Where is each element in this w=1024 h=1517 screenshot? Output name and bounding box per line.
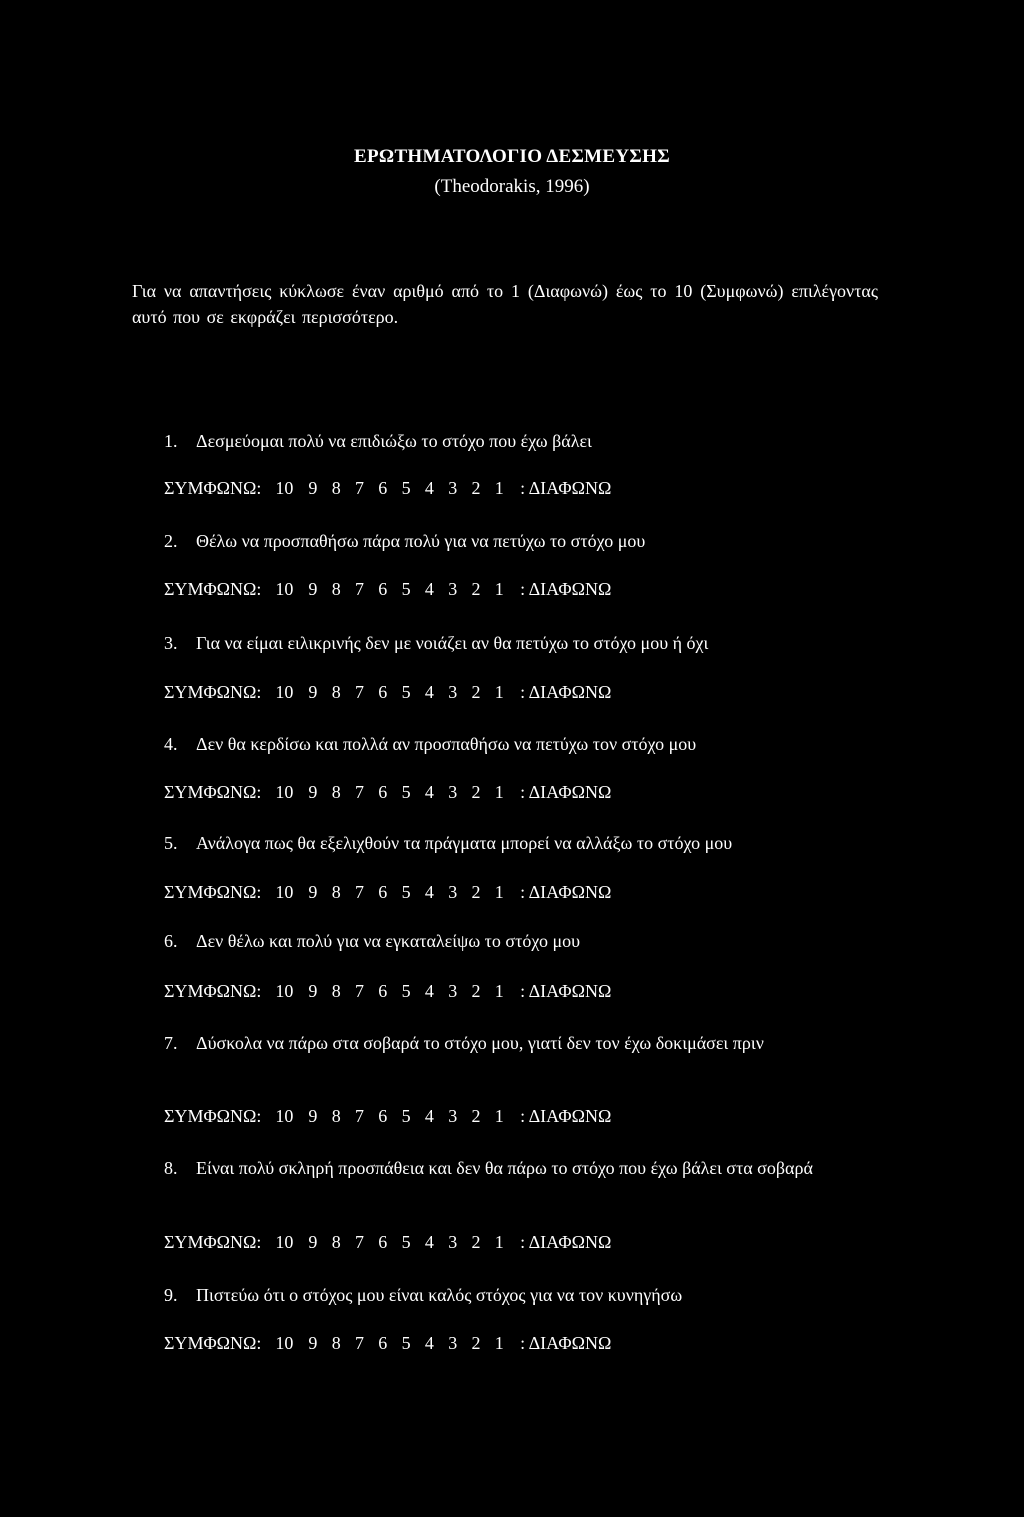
scale-agree-label: ΣΥΜΦΩΝΩ: xyxy=(164,1232,262,1252)
question-text: Δεν θα κερδίσω και πολλά αν προσπαθήσω να πετύχω τον στόχο μου xyxy=(196,734,697,754)
scale-option[interactable]: 8 xyxy=(331,579,341,599)
scale-disagree-label: : ΔΙΑΦΩΝΩ xyxy=(520,1106,612,1126)
question-item xyxy=(164,528,864,554)
question-text: Για να είμαι ειλικρινής δεν με νοιάζει αν θα πετύχω το στόχο μου ή όχι xyxy=(196,633,709,653)
scale-option[interactable]: 6 xyxy=(378,1333,388,1353)
scale-option[interactable]: 5 xyxy=(401,1106,411,1126)
question-text: Θέλω να προσπαθήσω πάρα πολύ για να πετύχω το στόχο μου xyxy=(196,531,646,551)
scale-option[interactable]: 6 xyxy=(378,882,388,902)
question-number: 6. xyxy=(164,931,178,951)
scale-option[interactable]: 6 xyxy=(378,1106,388,1126)
question-text: Πιστεύω ότι ο στόχος μου είναι καλός στόχος για να τον κυνηγήσω xyxy=(196,1285,683,1305)
question-number: 3. xyxy=(164,633,178,653)
scale-option[interactable]: 5 xyxy=(401,1232,411,1252)
rating-scale xyxy=(164,1330,611,1356)
scale-option[interactable]: 4 xyxy=(424,478,434,498)
scale-option[interactable]: 6 xyxy=(378,782,388,802)
scale-option[interactable]: 4 xyxy=(424,682,434,702)
scale-agree-label: ΣΥΜΦΩΝΩ: xyxy=(164,579,262,599)
question-text: Δεσμεύομαι πολύ να επιδιώξω το στόχο που έχω βάλει xyxy=(196,431,592,451)
scale-option[interactable]: 8 xyxy=(331,682,341,702)
rating-scale xyxy=(164,576,611,602)
question-item xyxy=(164,1155,864,1181)
page-subtitle: (Theodorakis, 1996) xyxy=(434,176,590,197)
scale-option[interactable]: 1 xyxy=(494,579,504,599)
rating-scale xyxy=(164,679,611,705)
scale-option[interactable]: 1 xyxy=(494,981,504,1001)
question-text: Είναι πολύ σκληρή προσπάθεια και δεν θα πάρω το στόχο που έχω βάλει στα σοβαρά xyxy=(196,1158,813,1178)
scale-option[interactable]: 6 xyxy=(378,579,388,599)
scale-option[interactable]: 10 xyxy=(275,981,294,1001)
scale-disagree-label: : ΔΙΑΦΩΝΩ xyxy=(520,981,612,1001)
scale-option[interactable]: 5 xyxy=(401,782,411,802)
scale-option[interactable]: 10 xyxy=(275,579,294,599)
scale-disagree-label: : ΔΙΑΦΩΝΩ xyxy=(520,579,612,599)
scale-option[interactable]: 9 xyxy=(308,478,318,498)
scale-option[interactable]: 3 xyxy=(448,1232,458,1252)
scale-agree-label: ΣΥΜΦΩΝΩ: xyxy=(164,1106,262,1126)
scale-option[interactable]: 7 xyxy=(355,782,364,802)
scale-agree-label: ΣΥΜΦΩΝΩ: xyxy=(164,1333,262,1353)
scale-option[interactable]: 3 xyxy=(448,579,458,599)
rating-scale xyxy=(164,475,611,501)
question-number: 5. xyxy=(164,833,178,853)
scale-option[interactable]: 2 xyxy=(471,782,481,802)
scale-agree-label: ΣΥΜΦΩΝΩ: xyxy=(164,478,262,498)
scale-option[interactable]: 8 xyxy=(331,478,341,498)
scale-option[interactable]: 9 xyxy=(308,882,318,902)
rating-scale xyxy=(164,978,611,1004)
instructions-text: Για να απαντήσεις κύκλωσε έναν αριθμό από το 1 (Διαφωνώ) έως το 10 (Συμφωνώ) επιλέγοντας αυτό που σε εκφράζει περισσότερο. xyxy=(132,281,878,327)
scale-option[interactable]: 4 xyxy=(424,1106,434,1126)
scale-option[interactable]: 7 xyxy=(355,682,364,702)
scale-option[interactable]: 3 xyxy=(448,981,458,1001)
rating-scale xyxy=(164,1103,611,1129)
scale-option[interactable]: 5 xyxy=(401,579,411,599)
scale-option[interactable]: 7 xyxy=(355,981,364,1001)
question-number: 4. xyxy=(164,734,178,754)
scale-option[interactable]: 7 xyxy=(355,882,364,902)
scale-option[interactable]: 3 xyxy=(448,782,458,802)
scale-option[interactable]: 2 xyxy=(471,478,481,498)
rating-scale xyxy=(164,779,611,805)
rating-scale xyxy=(164,879,611,905)
scale-option[interactable]: 10 xyxy=(275,682,294,702)
question-item xyxy=(164,630,864,656)
question-item xyxy=(164,1030,864,1056)
scale-option[interactable]: 3 xyxy=(448,682,458,702)
scale-option[interactable]: 10 xyxy=(275,1232,294,1252)
scale-option[interactable]: 2 xyxy=(471,882,481,902)
scale-option[interactable]: 2 xyxy=(471,1333,481,1353)
scale-option[interactable]: 10 xyxy=(275,1106,294,1126)
scale-option[interactable]: 5 xyxy=(401,478,411,498)
scale-option[interactable]: 4 xyxy=(424,1333,434,1353)
scale-agree-label: ΣΥΜΦΩΝΩ: xyxy=(164,682,262,702)
question-number: 8. xyxy=(164,1158,178,1178)
scale-option[interactable]: 7 xyxy=(355,1333,364,1353)
scale-option[interactable]: 2 xyxy=(471,1106,481,1126)
scale-option[interactable]: 5 xyxy=(401,1333,411,1353)
question-item xyxy=(164,928,864,954)
scale-option[interactable]: 5 xyxy=(401,682,411,702)
scale-option[interactable]: 1 xyxy=(494,1106,504,1126)
scale-option[interactable]: 4 xyxy=(424,981,434,1001)
scale-option[interactable]: 9 xyxy=(308,1333,318,1353)
scale-option[interactable]: 2 xyxy=(471,579,481,599)
scale-option[interactable]: 6 xyxy=(378,478,388,498)
scale-option[interactable]: 1 xyxy=(494,882,504,902)
scale-option[interactable]: 10 xyxy=(275,478,294,498)
scale-option[interactable]: 10 xyxy=(275,1333,294,1353)
scale-option[interactable]: 2 xyxy=(471,981,481,1001)
scale-option[interactable]: 1 xyxy=(494,1333,504,1353)
question-number: 2. xyxy=(164,531,178,551)
scale-option[interactable]: 3 xyxy=(448,478,458,498)
question-text: Δεν θέλω και πολύ για να εγκαταλείψω το στόχο μου xyxy=(196,931,581,951)
question-number: 1. xyxy=(164,431,178,451)
page-title: ΕΡΩΤΗΜΑΤΟΛΟΓΙΟ ΔΕΣΜΕΥΣΗΣ xyxy=(354,146,670,167)
question-item xyxy=(164,1282,864,1308)
scale-option[interactable]: 1 xyxy=(494,1232,504,1252)
scale-option[interactable]: 3 xyxy=(448,1106,458,1126)
scale-option[interactable]: 6 xyxy=(378,1232,388,1252)
scale-option[interactable]: 1 xyxy=(494,478,504,498)
scale-disagree-label: : ΔΙΑΦΩΝΩ xyxy=(520,782,612,802)
scale-option[interactable]: 1 xyxy=(494,782,504,802)
scale-option[interactable]: 4 xyxy=(424,782,434,802)
scale-option[interactable]: 5 xyxy=(401,981,411,1001)
scale-option[interactable]: 9 xyxy=(308,1106,318,1126)
rating-scale xyxy=(164,1229,611,1255)
scale-disagree-label: : ΔΙΑΦΩΝΩ xyxy=(520,1333,612,1353)
scale-option[interactable]: 9 xyxy=(308,579,318,599)
scale-disagree-label: : ΔΙΑΦΩΝΩ xyxy=(520,1232,612,1252)
question-text: Δύσκολα να πάρω στα σοβαρά το στόχο μου, γιατί δεν τον έχω δοκιμάσει πριν xyxy=(196,1033,764,1053)
scale-option[interactable]: 10 xyxy=(275,882,294,902)
scale-agree-label: ΣΥΜΦΩΝΩ: xyxy=(164,882,262,902)
scale-option[interactable]: 3 xyxy=(448,1333,458,1353)
question-item xyxy=(164,731,864,757)
scale-option[interactable]: 6 xyxy=(378,682,388,702)
scale-option[interactable]: 9 xyxy=(308,682,318,702)
scale-option[interactable]: 8 xyxy=(331,981,341,1001)
scale-disagree-label: : ΔΙΑΦΩΝΩ xyxy=(520,682,612,702)
scale-option[interactable]: 8 xyxy=(331,1106,341,1126)
scale-option[interactable]: 6 xyxy=(378,981,388,1001)
question-text: Ανάλογα πως θα εξελιχθούν τα πράγματα μπορεί να αλλάξω το στόχο μου xyxy=(196,833,733,853)
scale-option[interactable]: 5 xyxy=(401,882,411,902)
scale-option[interactable]: 2 xyxy=(471,682,481,702)
question-number: 9. xyxy=(164,1285,178,1305)
scale-option[interactable]: 8 xyxy=(331,882,341,902)
scale-option[interactable]: 8 xyxy=(331,1333,341,1353)
question-item xyxy=(164,428,864,454)
scale-option[interactable]: 8 xyxy=(331,782,341,802)
scale-option[interactable]: 7 xyxy=(355,1106,364,1126)
question-number: 7. xyxy=(164,1033,178,1053)
scale-agree-label: ΣΥΜΦΩΝΩ: xyxy=(164,782,262,802)
scale-option[interactable]: 1 xyxy=(494,682,504,702)
scale-option[interactable]: 9 xyxy=(308,782,318,802)
scale-option[interactable]: 7 xyxy=(355,1232,364,1252)
scale-option[interactable]: 9 xyxy=(308,1232,318,1252)
scale-option[interactable]: 3 xyxy=(448,882,458,902)
scale-option[interactable]: 4 xyxy=(424,1232,434,1252)
scale-option[interactable]: 4 xyxy=(424,579,434,599)
scale-option[interactable]: 8 xyxy=(331,1232,341,1252)
question-item xyxy=(164,830,864,856)
scale-option[interactable]: 7 xyxy=(355,579,364,599)
scale-agree-label: ΣΥΜΦΩΝΩ: xyxy=(164,981,262,1001)
scale-option[interactable]: 7 xyxy=(355,478,364,498)
scale-option[interactable]: 4 xyxy=(424,882,434,902)
scale-option[interactable]: 10 xyxy=(275,782,294,802)
scale-option[interactable]: 2 xyxy=(471,1232,481,1252)
scale-disagree-label: : ΔΙΑΦΩΝΩ xyxy=(520,478,612,498)
scale-option[interactable]: 9 xyxy=(308,981,318,1001)
scale-disagree-label: : ΔΙΑΦΩΝΩ xyxy=(520,882,612,902)
